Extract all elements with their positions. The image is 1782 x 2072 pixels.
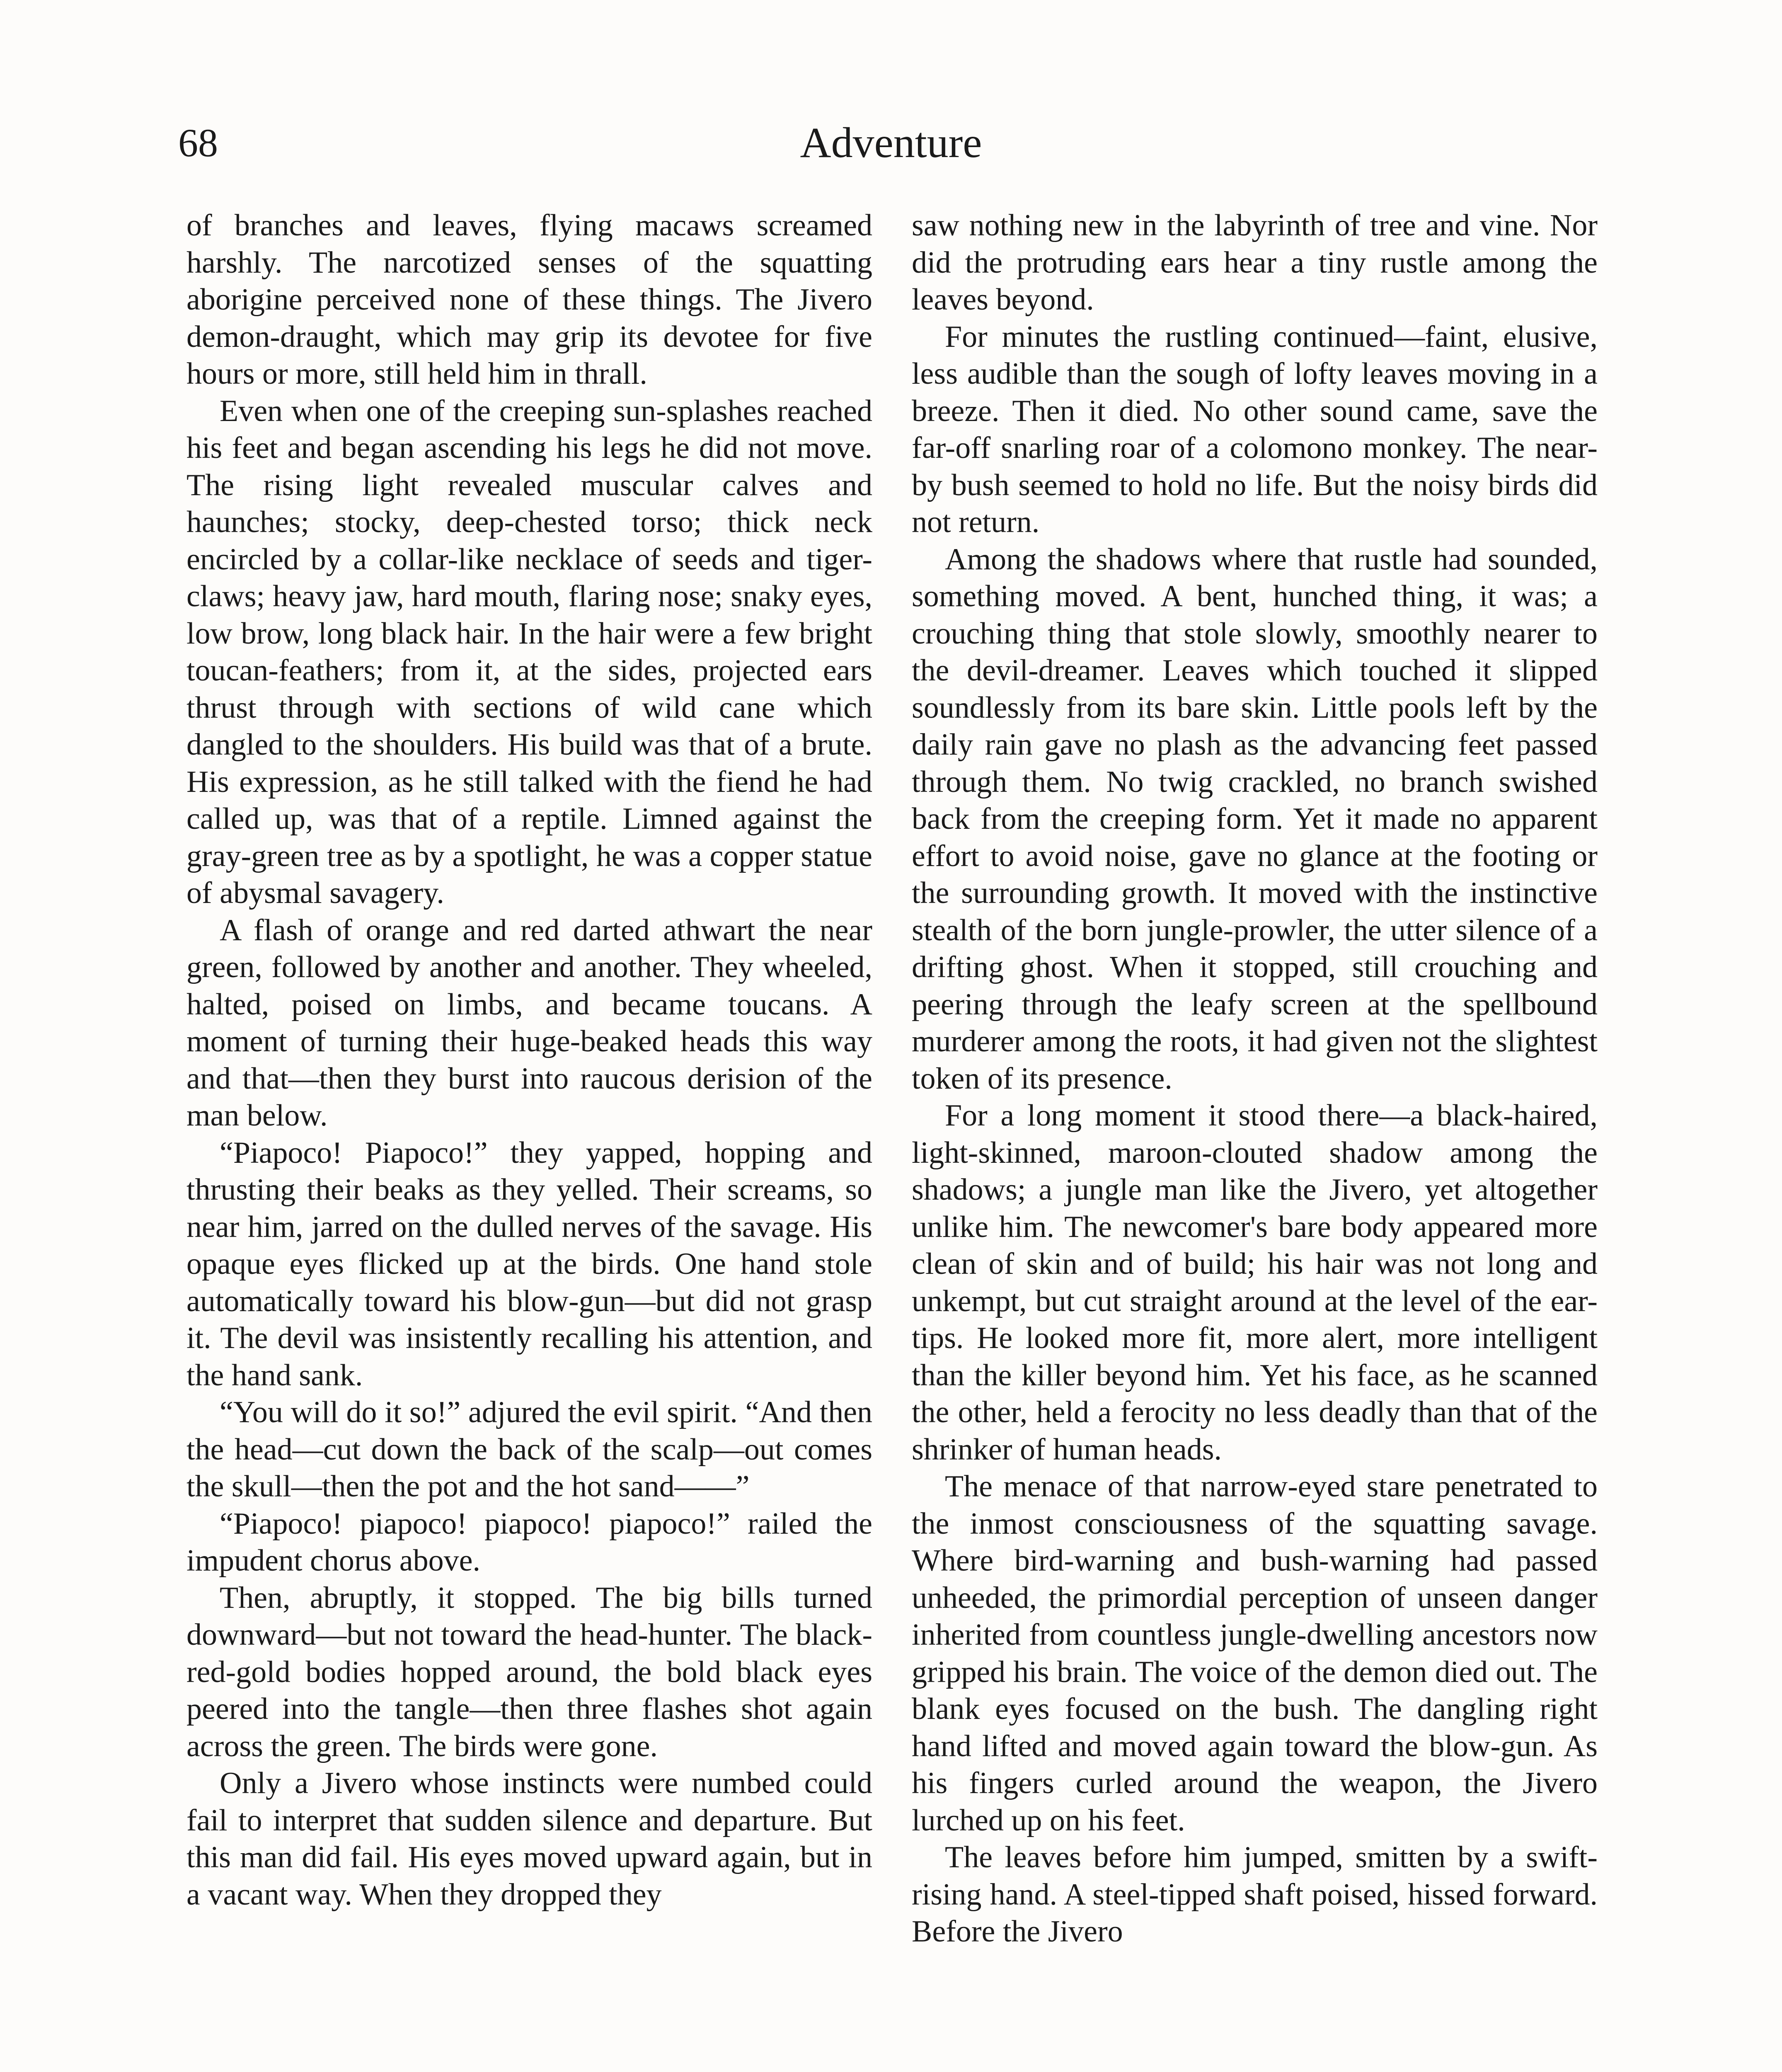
paragraph: “Piapoco! piapoco! piapoco! piapoco!” railed the impudent chorus above. — [186, 1506, 872, 1578]
paragraph: For a long moment it stood there—a black-haired, light-skinned, maroon-clouted shadow among the shadows; a jungle man like the Jivero, yet altogether unlike him. The newcomer's bare body appeared more clean of skin and of build; his hair was not long and unkempt, but cut straight around at the level of the ear-tips. He looked more fit, more alert, more intelligent than the killer beyond him. Yet his face, as he scanned the other, held a ferocity no less deadly than that of the shrinker of human heads. — [912, 1099, 1598, 1467]
page-number: 68 — [178, 121, 218, 165]
paragraph: A flash of orange and red darted athwart the near green, followed by another and another. They wheeled, halted, poised on limbs, and became toucans. A moment of turning their huge-beaked heads this way and that—then they burst into raucous derision of the man below. — [186, 913, 872, 1133]
page-header — [0, 118, 1782, 176]
paragraph: of branches and leaves, flying macaws screamed harshly. The narcotized senses of the squatting aborigine perceived none of these things. The Jivero demon-draught, which may grip its devotee for five hours or more, still held him in thrall. — [186, 208, 872, 391]
paragraph: “Piapoco! Piapoco!” they yapped, hopping and thrusting their beaks as they yelled. Their screams, so near him, jarred on the dulled nerves of the savage. His opaque eyes flicked up at the birds. One hand stole automatically toward his blow-gun—but did not grasp it. The devil was insistently recalling his attention, and the hand sank. — [186, 1135, 872, 1392]
paragraph: The menace of that narrow-eyed stare penetrated to the inmost consciousness of the squatting savage. Where bird-warning and bush-warning had passed unheeded, the primordial perception of unseen danger inherited from countless jungle-dwelling ancestors now gripped his brain. The voice of the demon died out. The blank eyes focused on the bush. The dangling right hand lifted and moved again toward the blow-gun. As his fingers curled around the weapon, the Jivero lurched up on his feet. — [912, 1469, 1598, 1837]
right-column — [912, 207, 1598, 1951]
paragraph: Then, abruptly, it stopped. The big bills turned downward—but not toward the head-hunter. The black-red-gold bodies hopped around, the bold black eyes peered into the tangle—then three flashes shot again across the green. The birds were gone. — [186, 1581, 872, 1763]
paragraph: For minutes the rustling continued—faint, elusive, less audible than the sough of lofty leaves moving in a breeze. Then it died. No other sound came, save the far-off snarling roar of a colomono monkey. The near-by bush seemed to hold no life. But the noisy birds did not return. — [912, 320, 1598, 539]
paragraph: “You will do it so!” adjured the evil spirit. “And then the head—cut down the back of the scalp—out comes the skull—then the pot and the hot sand——” — [186, 1395, 872, 1503]
paragraph: The leaves before him jumped, smitten by a swift-rising hand. A steel-tipped shaft poised, hissed forward. Before the Jivero — [912, 1840, 1598, 1949]
paragraph: Only a Jivero whose instincts were numbed could fail to interpret that sudden silence and departure. But this man did fail. His eyes moved upward again, but in a vacant way. When they dropped they — [186, 1766, 872, 1912]
paragraph: Among the shadows where that rustle had sounded, something moved. A bent, hunched thing, it was; a crouching thing that stole slowly, smoothly nearer to the devil-dreamer. Leaves which touched it slipped soundlessly from its bare skin. Little pools left by the daily rain gave no plash as the advancing feet passed through them. No twig crackled, no branch swished back from the creeping form. Yet it made no apparent effort to avoid noise, gave no glance at the footing or the surrounding growth. It moved with the instinctive stealth of the born jungle-prowler, the utter silence of a drifting ghost. When it stopped, still crouching and peering through the leafy screen at the spellbound murderer among the roots, it had given not the slightest token of its presence. — [912, 542, 1598, 1096]
paragraph: saw nothing new in the labyrinth of tree and vine. Nor did the protruding ears hear a tiny rustle among the leaves beyond. — [912, 208, 1598, 317]
left-column — [186, 207, 872, 1913]
running-title: Adventure — [800, 119, 982, 167]
paragraph: Even when one of the creeping sun-splashes reached his feet and began ascending his legs he did not move. The rising light revealed muscular calves and haunches; stocky, deep-chested torso; thick neck encircled by a collar-like necklace of seeds and tiger-claws; heavy jaw, hard mouth, flaring nose; snaky eyes, low brow, long black hair. In the hair were a few bright toucan-feathers; from it, at the sides, projected ears thrust through with sections of wild cane which dangled to the shoulders. His build was that of a brute. His expression, as he still talked with the fiend he had called up, was that of a reptile. Limned against the gray-green tree as by a spotlight, he was a copper statue of abysmal savagery. — [186, 394, 872, 910]
